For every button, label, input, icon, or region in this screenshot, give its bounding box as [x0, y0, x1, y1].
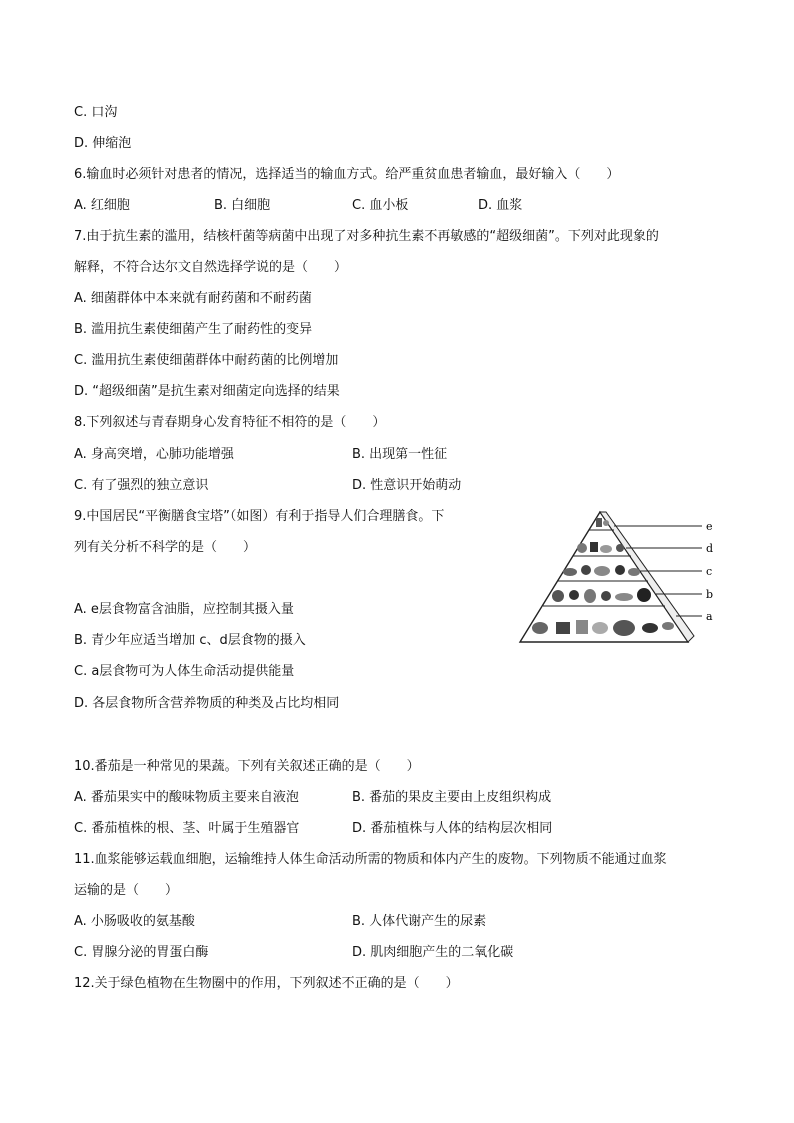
q8: 8.下列叙述与青春期身心发育特征不相符的是（ ）	[74, 415, 386, 430]
q10: 10.番茄是一种常见的果蔬。下列有关叙述正确的是（ ）	[74, 759, 420, 774]
d5: D. 伸缩泡	[74, 136, 132, 151]
q7c: C. 滥用抗生素使细菌群体中耐药菌的比例增加	[74, 353, 339, 368]
q6c: C. 血小板	[352, 198, 409, 213]
pyramid-label-c: c	[706, 565, 713, 578]
q11a: A. 小肠吸收的氨基酸	[74, 914, 195, 929]
q10d: D. 番茄植株与人体的结构层次相同	[352, 821, 553, 836]
q12: 12.关于绿色植物在生物圈中的作用，下列叙述不正确的是（ ）	[74, 976, 459, 991]
q7d: D. “超级细菌”是抗生素对细菌定向选择的结果	[74, 384, 340, 399]
q7-line1: 7.由于抗生素的滥用，结核杆菌等病菌中出现了对多种抗生素不再敏感的“超级细菌”。下列对此现象的	[74, 229, 659, 244]
q9a: A. e层食物富含油脂，应控制其摄入量	[74, 602, 294, 617]
q9b: B. 青少年应适当增加 c、d层食物的摄入	[74, 633, 306, 648]
pyramid-label-d: d	[706, 542, 714, 555]
q9c: C. a层食物可为人体生命活动提供能量	[74, 664, 295, 679]
q7-line2: 解释，不符合达尔文自然选择学说的是（ ）	[74, 260, 348, 275]
q8b: B. 出现第一性征	[352, 447, 448, 462]
q9d: D. 各层食物所含营养物质的种类及占比均相同	[74, 696, 340, 711]
q11c: C. 胃腺分泌的胃蛋白酶	[74, 945, 209, 960]
pyramid-label-b: b	[706, 588, 714, 601]
c5: C. 口沟	[74, 105, 118, 120]
q11d: D. 肌肉细胞产生的二氧化碳	[352, 945, 514, 960]
q11b: B. 人体代谢产生的尿素	[352, 914, 487, 929]
q8c: C. 有了强烈的独立意识	[74, 478, 209, 493]
q10a: A. 番茄果实中的酸味物质主要来自液泡	[74, 790, 299, 805]
q10b: B. 番茄的果皮主要由上皮组织构成	[352, 790, 552, 805]
q6d: D. 血浆	[478, 198, 523, 213]
pyramid-label-a: a	[706, 610, 713, 623]
q10c: C. 番茄植株的根、茎、叶属于生殖器官	[74, 821, 300, 836]
q11-line2: 运输的是（ ）	[74, 883, 179, 898]
q11-line1: 11.血浆能够运载血细胞，运输维持人体生命活动所需的物质和体内产生的废物。下列物质不能通过血浆	[74, 852, 667, 867]
q7a: A. 细菌群体中本来就有耐药菌和不耐药菌	[74, 291, 312, 306]
food-pyramid-figure	[516, 508, 726, 648]
q6b: B. 白细胞	[214, 198, 271, 213]
q6a: A. 红细胞	[74, 198, 130, 213]
q8a: A. 身高突增，心肺功能增强	[74, 447, 234, 462]
pyramid-label-e: e	[706, 520, 713, 533]
q7b: B. 滥用抗生素使细菌产生了耐药性的变异	[74, 322, 313, 337]
q9-line1: 9.中国居民“平衡膳食宝塔”（如图）有利于指导人们合理膳食。下	[74, 509, 445, 524]
q8d: D. 性意识开始萌动	[352, 478, 462, 493]
q9-line2: 列有关分析不科学的是（ ）	[74, 540, 257, 555]
q6: 6.输血时必须针对患者的情况，选择适当的输血方式。给严重贫血患者输血，最好输入（ ）	[74, 167, 620, 182]
